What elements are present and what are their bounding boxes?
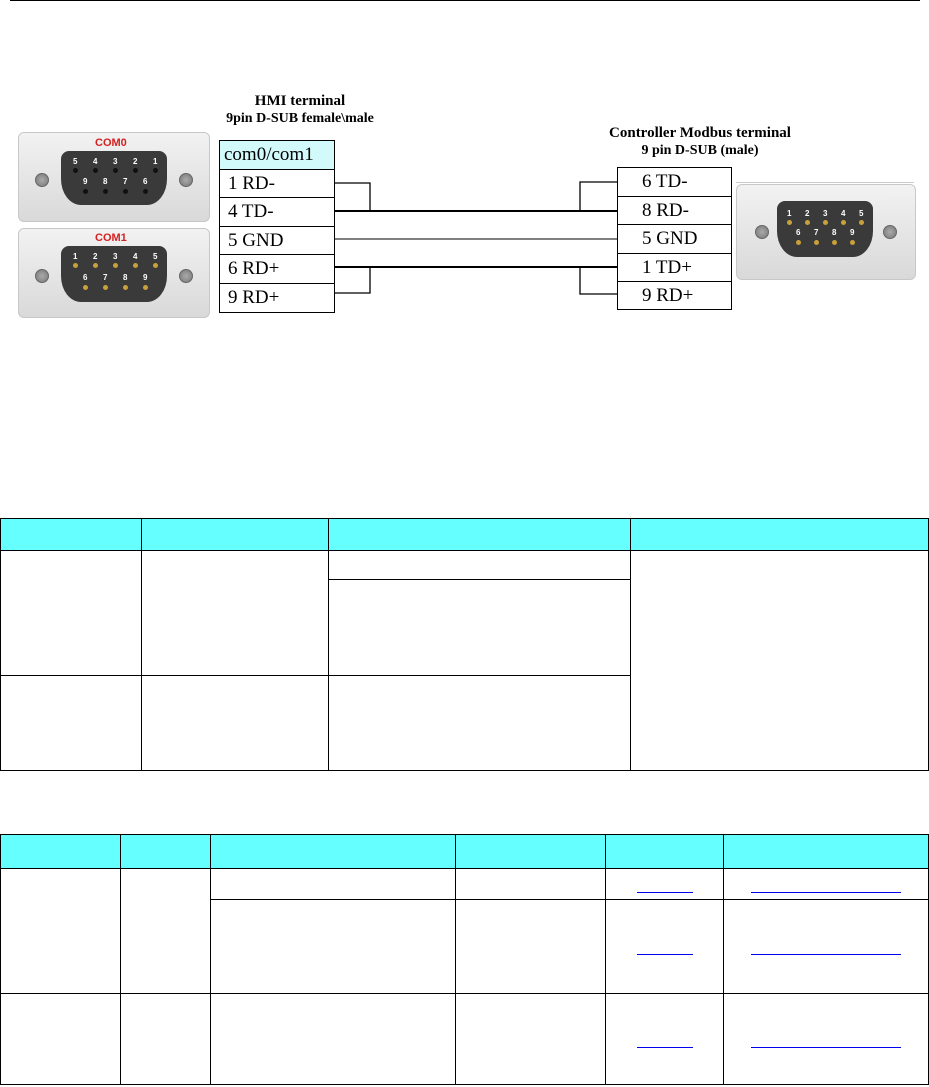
table-cell (631, 551, 929, 771)
ctrl-pin-1: 1 TD+ (618, 254, 731, 283)
table-header-cell (456, 835, 606, 869)
table-header-cell (1, 519, 142, 551)
table-cell (456, 869, 606, 900)
link-underline[interactable] (751, 1047, 901, 1048)
table-cell (1, 551, 142, 675)
com1-label: COM1 (95, 232, 127, 244)
table-cell (142, 551, 329, 675)
table-cell (606, 869, 724, 900)
table-cell (211, 994, 456, 1085)
hmi-pin-4: 4 TD- (220, 198, 334, 227)
table-header-cell (142, 519, 329, 551)
hmi-pin-6: 6 RD+ (220, 255, 334, 284)
table-cell (724, 900, 929, 994)
table-header-cell (121, 835, 211, 869)
link-underline[interactable] (637, 1047, 693, 1048)
table-cell (142, 675, 329, 770)
link-underline[interactable] (751, 954, 901, 955)
controller-subtitle: 9 pin D-SUB (male) (641, 143, 759, 158)
hmi-pin-9: 9 RD+ (228, 286, 280, 308)
table-header-cell (631, 519, 929, 551)
link-underline[interactable] (751, 892, 901, 893)
table-cell (329, 551, 631, 580)
hmi-pin-box (219, 140, 335, 313)
table-row (1, 551, 929, 580)
ctrl-pin-5: 5 GND (618, 225, 731, 254)
table-cell (121, 994, 211, 1085)
table-header-cell (1, 835, 121, 869)
dsub-shell-icon: 1 2 3 4 5 6 7 8 9 (777, 201, 873, 257)
table-cell (724, 869, 929, 900)
table-row (1, 994, 929, 1085)
table-header-cell (724, 835, 929, 869)
hmi-pin-5: 5 GND (220, 227, 334, 256)
table-cell (1, 994, 121, 1085)
table-cell (121, 869, 211, 994)
table-header-cell (329, 519, 631, 551)
link-underline[interactable] (637, 892, 693, 893)
com0-label: COM0 (95, 137, 127, 149)
table-cell (456, 900, 606, 994)
hmi-pin-1: 1 RD- (220, 170, 334, 199)
link-underline[interactable] (637, 954, 693, 955)
table-cell (329, 675, 631, 770)
table-header-cell (606, 835, 724, 869)
table-cell (211, 900, 456, 994)
hmi-pin-header: com0/com1 (220, 141, 334, 170)
table-cell (606, 900, 724, 994)
ctrl-pin-6: 6 TD- (618, 168, 731, 197)
hmi-subtitle: 9pin D-SUB female\male (226, 111, 374, 126)
table-2 (0, 834, 929, 1085)
table-cell (1, 869, 121, 994)
table-header-row (1, 519, 929, 551)
ctrl-pin-9: 9 RD+ (642, 285, 694, 307)
table-header-cell (211, 835, 456, 869)
table-cell (211, 869, 456, 900)
table-1 (0, 518, 929, 771)
wiring-lines (0, 0, 929, 330)
controller-title: Controller Modbus terminal (609, 125, 791, 141)
ctrl-pin-8: 8 RD- (618, 197, 731, 226)
dsub-shell-icon: 1 2 3 4 5 6 7 8 9 (61, 246, 167, 302)
table-cell (724, 994, 929, 1085)
controller-pin-box (617, 167, 732, 310)
table-cell (1, 675, 142, 770)
table-row (1, 869, 929, 900)
table-cell (456, 994, 606, 1085)
table-header-row (1, 835, 929, 869)
dsub-shell-icon: 5 4 3 2 1 9 8 7 6 (61, 151, 167, 205)
table-cell (329, 580, 631, 675)
table-cell (606, 994, 724, 1085)
hmi-title: HMI terminal (254, 93, 346, 109)
